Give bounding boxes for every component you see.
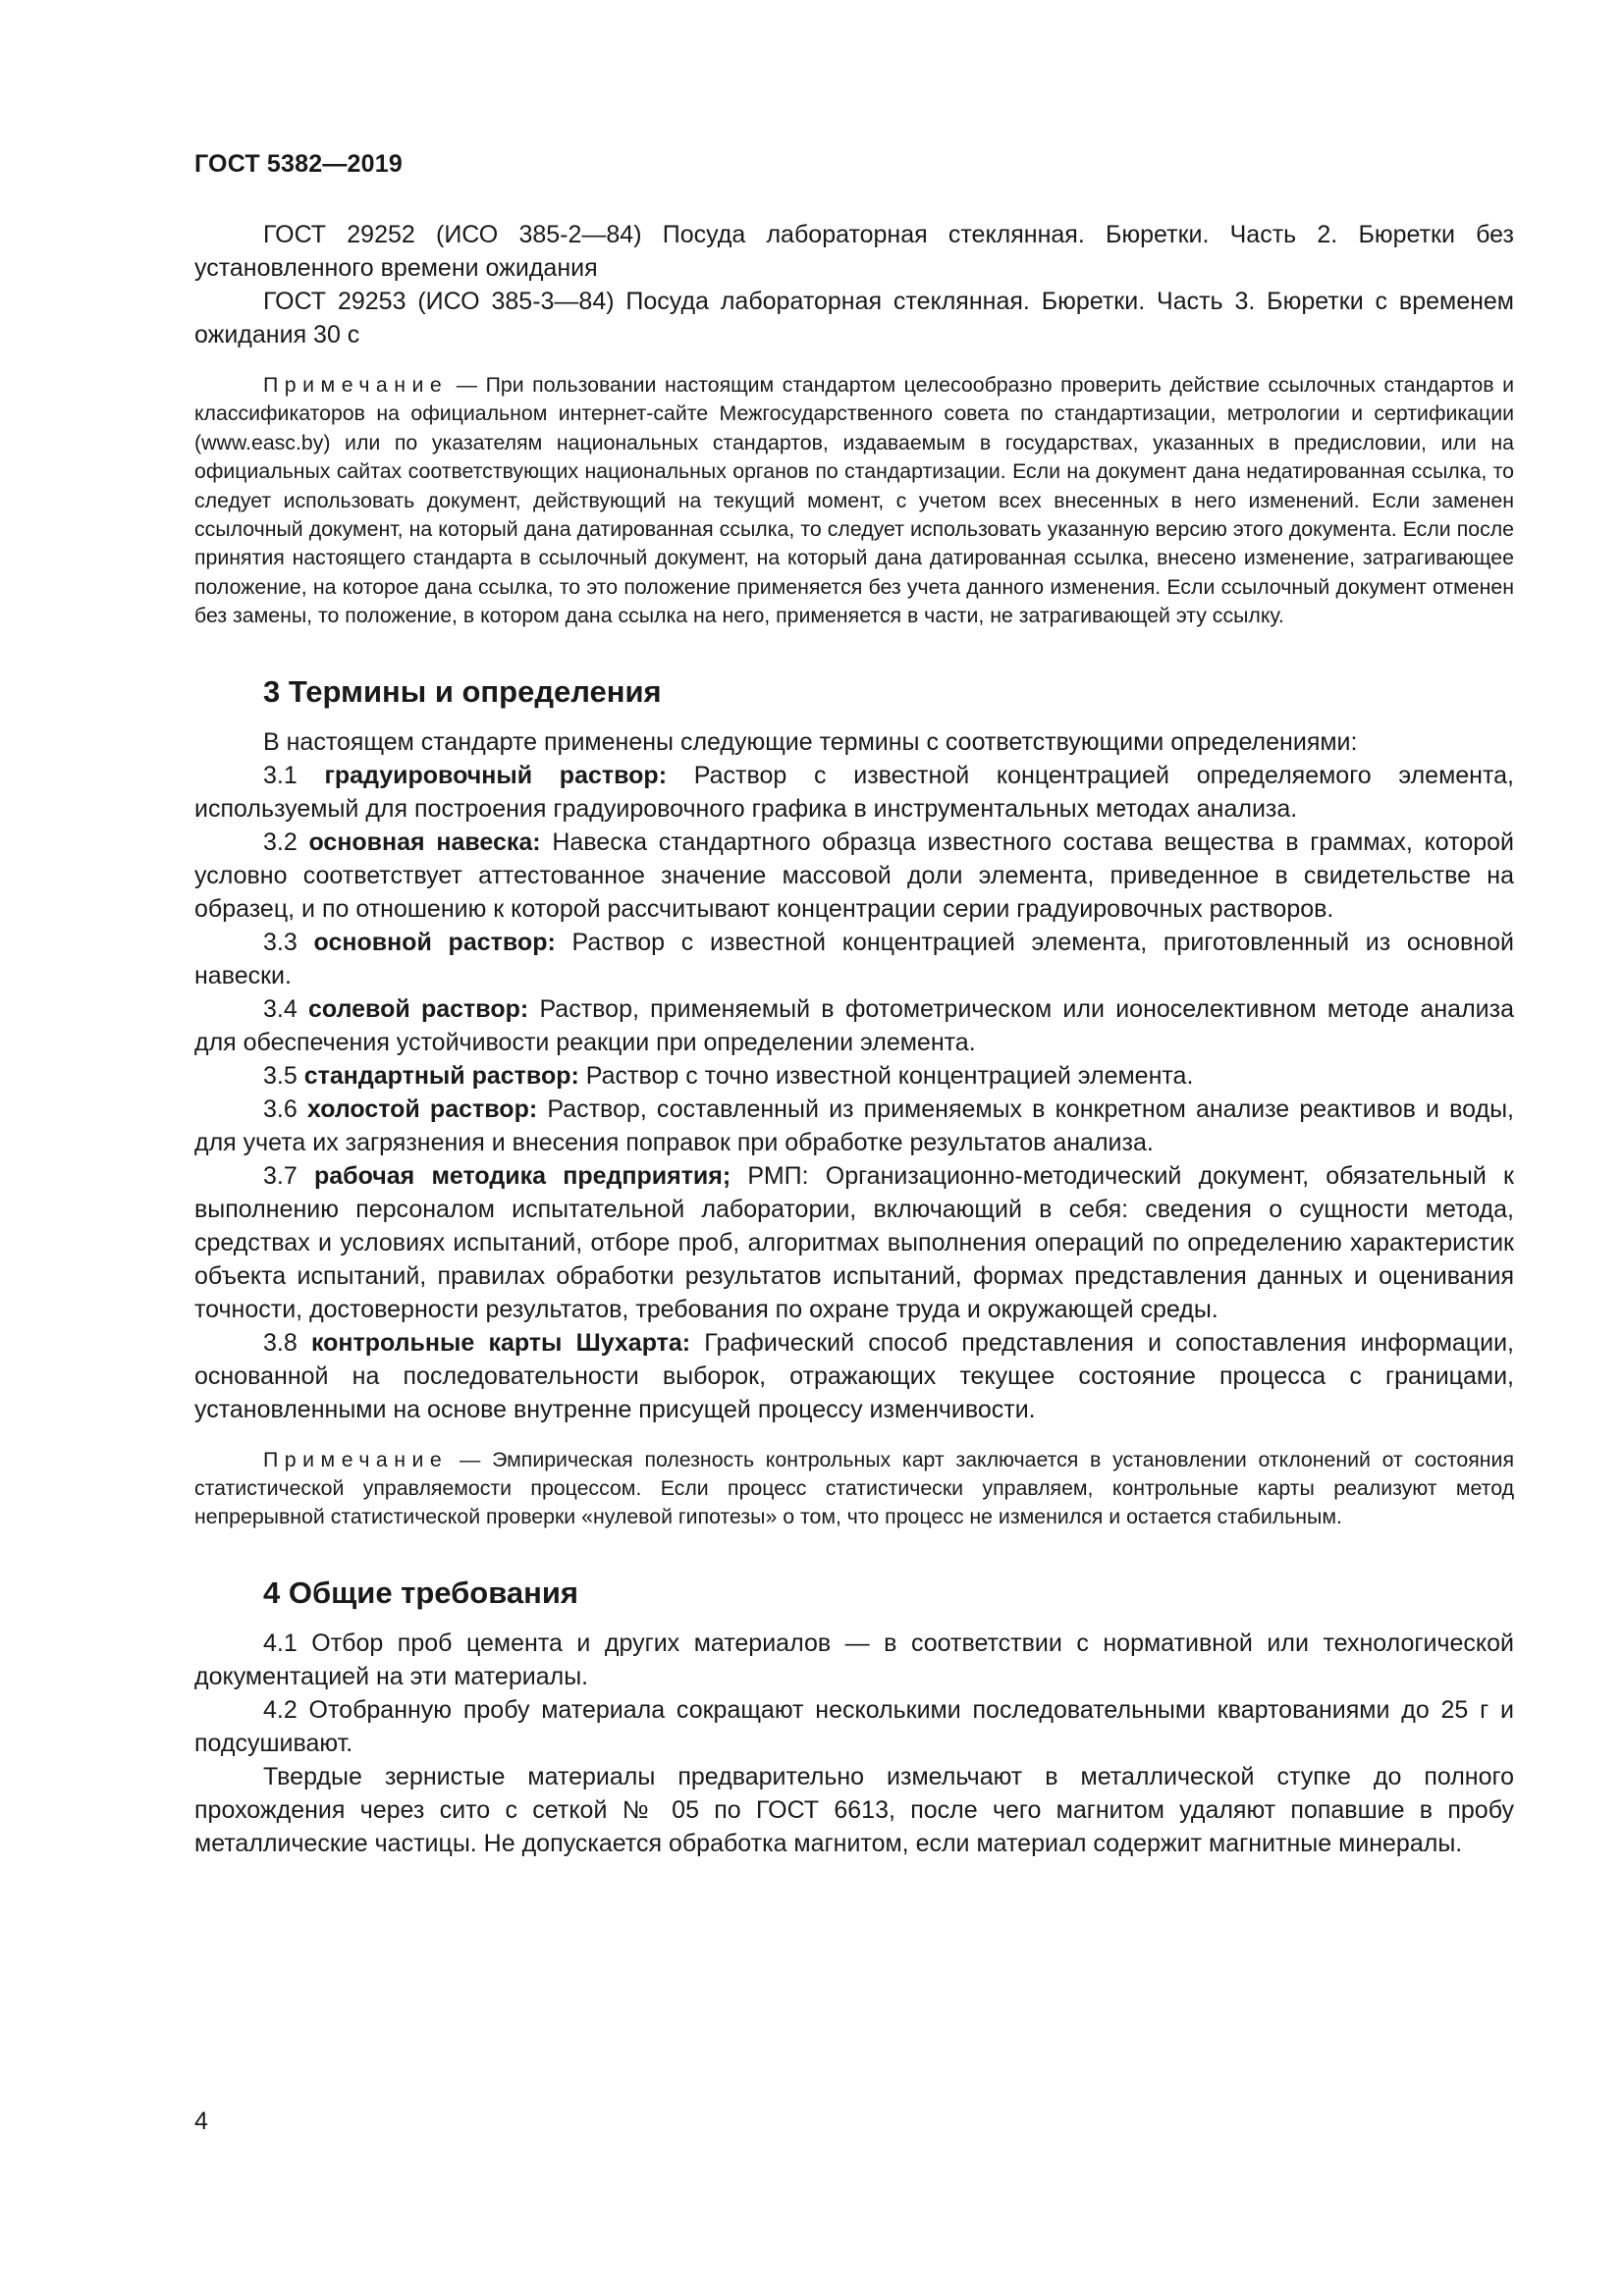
term-definition: Раствор, применяемый в фотометрическом или ионоселективном методе анализа для обеспечения устойчивости реакции при определении элемента. [194,994,1514,1056]
requirement-paragraph: Твердые зернистые материалы предварительно измельчают в металлической ступке до полного прохождения через сито с сеткой № 05 по ГОСТ 6613, после чего магнитом удаляют попавшие в пробу металлические частицы. Не допускается обработка магнитом, если материал содержит магнитные минералы. [194,1762,1514,1857]
term-entry [194,826,1514,926]
term-number: 3.3 [263,928,314,956]
term-definition: Раствор с известной концентрацией определяемого элемента, используемый для построения градуировочного графика в инструментальных методах анализа. [194,761,1515,823]
term-entry [194,992,1514,1059]
term-number: 3.5 [263,1061,304,1090]
page-number: 4 [194,2108,208,2135]
reference-entry: ГОСТ 29252 (ИСО 385-2—84) Посуда лабораторная стеклянная. Бюретки. Часть 2. Бюретки без установленного времени ожидания [194,221,1514,282]
note-text: — Эмпирическая полезность контрольных карт заключается в установлении отклонений от состояния статистической управляемости процессом. Если процесс статистически управляем, контрольные карты реализуют метод непрерывной статистической проверки «нулевой гипотезы» о том, что процесс не изменился и остается стабильным. [194,1447,1514,1529]
section-3-title: 3 Термины и определения [263,673,662,709]
reference-entry: ГОСТ 29253 (ИСО 385-3—84) Посуда лабораторная стеклянная. Бюретки. Часть 3. Бюретки с временем ожидания 30 с [194,288,1514,348]
section-4-title: 4 Общие требования [263,1575,578,1610]
document-body [194,218,1514,1860]
term-definition: Раствор с известной концентрацией элемента, приготовленный из основной навески. [194,928,1514,989]
term-entry [194,1093,1514,1159]
note-label: Примечание [263,1447,449,1471]
section-3-intro: В настоящем стандарте применены следующие термины с соответствующими определениями: [263,727,1358,756]
term-definition: РМП: Организационно-методический документ, обязательный к выполнению персоналом испытательной лаборатории, включающий в себя: сведения о сущности метода, средствах и условиях испытаний, отборе проб, алгоритмах выполнения операций по определению характеристик объекта испытаний, правилах обработки результатов испытаний, формах представления данных и оценивания точности, достоверности результатов, требования по охране труда и окружающей среды. [194,1161,1514,1323]
term-name: основной раствор: [313,928,556,956]
term-name: контрольные карты Шухарта: [310,1328,691,1357]
term-name: градуировочный раствор: [324,761,668,789]
term-entry [194,1059,1514,1093]
requirement-paragraph: 4.2 Отобранную пробу материала сокращают несколькими последовательными квартованиями до 25 г и подсушивают. [194,1695,1514,1757]
term-definition: Графический способ представления и сопоставления информации, основанной на последовательности выборок, отражающих текущее состояние процесса с границами, установленными на основе внутренне присущей процессу изменчивости. [194,1328,1514,1423]
term-number: 3.4 [263,994,309,1023]
term-entry [194,1159,1514,1326]
term-definition: Раствор с точно известной концентрацией элемента. [578,1061,1194,1090]
term-name: рабочая методика предприятия; [313,1161,731,1190]
term-number: 3.8 [263,1328,311,1357]
term-name: основная навеска: [308,828,541,856]
term-definition: Навеска стандартного образца известного состава вещества в граммах, которой условно соответствует аттестованное значение массовой доли элемента, приведенное в свидетельстве на образец, и по отношению к которой рассчитывают концентрации серии градуировочных растворов. [194,828,1514,923]
term-entry [194,1326,1514,1426]
term-number: 3.2 [263,828,309,856]
term-name: солевой раствор: [308,994,529,1023]
note-references [194,371,1514,631]
note-text: — При пользовании настоящим стандартом целесообразно проверить действие ссылочных стандартов и классификаторов на официальном интернет-сайте Межгосударственного совета по стандартизации, метрологии и сертификации (www.easc.by) или по указателям национальных стандартов, издаваемым в государствах, указанных в предисловии, или на официальных сайтах соответствующих национальных органов по стандартизации. Если на документ дана недатированная ссылка, то следует использовать документ, действующий на текущий момент, с учетом всех внесенных в него изменений. Если заменен ссылочный документ, на который дана датированная ссылка, то следует использовать указанную версию этого документа. Если после принятия настоящего стандарта в ссылочный документ, на который дана датированная ссылка, внесено изменение, затрагивающее положение, на которое дана ссылка, то это положение применяется без учета данного изменения. Если ссылочный документ отменен без замены, то положение, в котором дана ссылка на него, применяется в части, не затрагивающей эту ссылку. [194,373,1514,628]
term-name: стандартный раствор: [303,1061,579,1090]
note-shewhart [194,1446,1514,1532]
term-name: холостой раствор: [306,1095,538,1123]
term-entry [194,759,1514,826]
document-header: ГОСТ 5382—2019 [194,150,403,178]
term-definition: Раствор, составленный из применяемых в конкретном анализе реактивов и воды, для учета их загрязнения и внесения поправок при обработке результатов анализа. [194,1095,1514,1156]
term-number: 3.6 [263,1095,307,1123]
note-label: Примечание [263,373,449,397]
term-number: 3.7 [263,1161,314,1190]
term-entry [194,926,1514,992]
requirement-paragraph: 4.1 Отбор проб цемента и других материалов — в соответствии с нормативной или технологической документацией на эти материалы. [194,1629,1514,1690]
term-number: 3.1 [263,761,325,789]
